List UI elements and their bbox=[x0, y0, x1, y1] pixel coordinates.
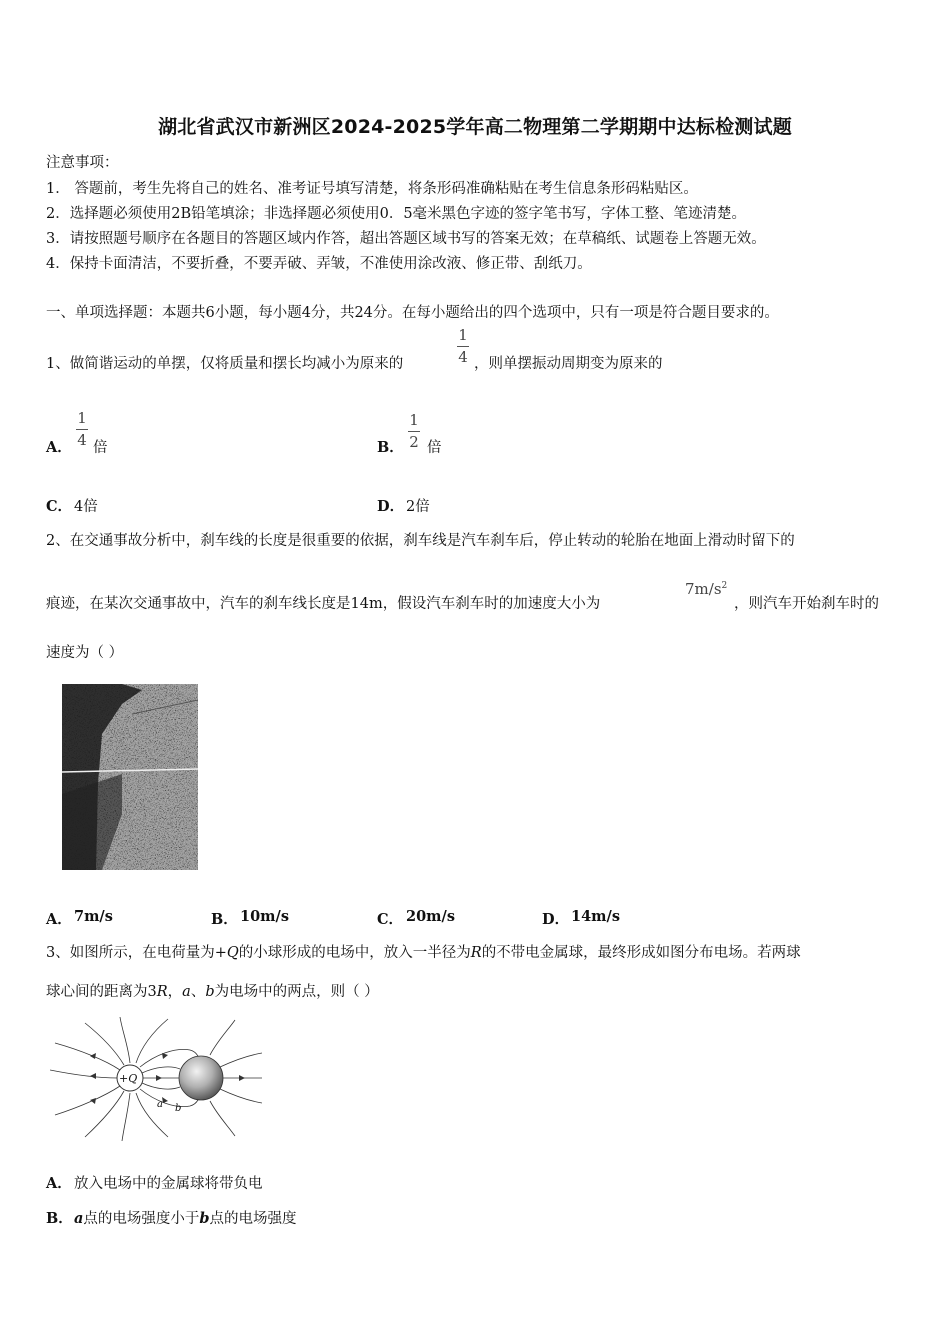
q3-line-1 bbox=[46, 941, 801, 962]
q1-stem-after: ，则单摆振动周期变为原来的 bbox=[474, 356, 663, 372]
q3-radius-symbol: R bbox=[470, 945, 482, 961]
fraction-denominator: 4 bbox=[458, 348, 468, 366]
charge-label: +Q bbox=[119, 1072, 138, 1085]
q3-point-a: a bbox=[74, 1210, 84, 1227]
notice-item-3: 3．请按照题号顺序在各题目的答题区域内作答，超出答题区域书写的答案无效；在草稿纸、试题卷上答题无效。 bbox=[46, 231, 766, 247]
q3-point-a: a bbox=[182, 984, 191, 1000]
q3-line-1-part: 的不带电金属球，最终形成如图分布电场。若两球 bbox=[481, 945, 801, 961]
q1-stem-before: 1、做简谐运动的单摆，仅将质量和摆长均减小为原来的 bbox=[46, 356, 404, 372]
q2-option-d-label: D． bbox=[542, 911, 570, 928]
skid-mark-photo bbox=[62, 684, 198, 870]
q3-radius-symbol: R bbox=[156, 984, 168, 1000]
notice-item-2: 2．选择题必须使用2B铅笔填涂；非选择题必须使用0．5毫米黑色字迹的签字笔书写，字体工整、笔迹清楚。 bbox=[46, 206, 747, 222]
fraction-denominator: 4 bbox=[77, 431, 87, 449]
accel-exponent: 2 bbox=[721, 581, 728, 591]
q3-point-b: b bbox=[199, 1210, 210, 1227]
q3-line-2-part: 、 bbox=[190, 984, 206, 1000]
q1-stem-fraction bbox=[457, 328, 469, 365]
section-heading: 一、单项选择题：本题共6小题，每小题4分，共24分。在每小题给出的四个选项中，只有一项是符合题目要求的。 bbox=[46, 305, 779, 321]
q3-line-2-part: ， bbox=[167, 984, 183, 1000]
q1-option-a-fraction bbox=[76, 411, 88, 448]
q1-option-c-text: 4倍 bbox=[74, 499, 98, 515]
q2-line-2-after: ，则汽车开始刹车时的 bbox=[734, 596, 879, 612]
q2-option-a-text: 7m/s bbox=[74, 908, 113, 925]
electric-field-diagram bbox=[50, 1015, 262, 1141]
q1-option-d-label: D． bbox=[377, 498, 405, 515]
q3-line-1-part: 的小球形成的电场中，放入一半径为 bbox=[238, 945, 471, 961]
fraction-numerator: 1 bbox=[458, 326, 468, 344]
q3-charge-symbol: Q bbox=[226, 945, 239, 961]
q3-option-a-text: 放入电场中的金属球将带负电 bbox=[74, 1176, 263, 1192]
q1-option-c-label: C． bbox=[46, 498, 73, 515]
q2-accel-unit bbox=[685, 580, 727, 598]
q3-option-b-part: 点的电场强度 bbox=[209, 1211, 297, 1227]
q1-option-d-text: 2倍 bbox=[406, 499, 430, 515]
q1-option-b-fraction bbox=[408, 413, 420, 450]
q1-option-a-label: A． bbox=[46, 439, 72, 456]
notice-heading: 注意事项： bbox=[46, 155, 119, 171]
fraction-numerator: 1 bbox=[409, 411, 419, 429]
q2-line-3: 速度为（ ） bbox=[46, 645, 124, 661]
q1-option-b-suffix: 倍 bbox=[427, 440, 442, 456]
q2-option-d-text: 14m/s bbox=[571, 908, 620, 925]
q3-line-1-part: 3、如图所示，在电荷量为+ bbox=[46, 945, 227, 961]
page-title: 湖北省武汉市新洲区2024-2025学年高二物理第二学期期中达标检测试题 bbox=[158, 116, 792, 138]
q2-option-c-label: C． bbox=[377, 911, 404, 928]
notice-item-4: 4．保持卡面清洁，不要折叠，不要弄破、弄皱，不准使用涂改液、修正带、刮纸刀。 bbox=[46, 256, 592, 272]
q2-option-b-text: 10m/s bbox=[240, 908, 289, 925]
q3-option-b-part: 点的电场强度小于 bbox=[83, 1211, 200, 1227]
point-a-label: a bbox=[157, 1099, 163, 1110]
q3-option-b-label: B． bbox=[46, 1210, 73, 1227]
q3-line-2 bbox=[46, 980, 379, 1001]
point-b-label: b bbox=[175, 1103, 182, 1114]
q3-line-2-part: 为电场中的两点，则（ ） bbox=[214, 984, 379, 1000]
fraction-numerator: 1 bbox=[77, 409, 87, 427]
accel-value: 7m/s bbox=[685, 580, 722, 598]
q3-option-a-label: A． bbox=[46, 1175, 72, 1192]
q2-option-c-text: 20m/s bbox=[406, 908, 455, 925]
q3-point-b: b bbox=[205, 984, 215, 1000]
q3-option-b-text bbox=[74, 1207, 297, 1228]
q3-line-2-part: 球心间的距离为3 bbox=[46, 984, 157, 1000]
q2-option-b-label: B． bbox=[211, 911, 238, 928]
notice-item-1: 1． 答题前，考生先将自己的姓名、准考证号填写清楚，将条形码准确粘贴在考生信息条形码粘贴区。 bbox=[46, 181, 698, 197]
q2-line-1: 2、在交通事故分析中，刹车线的长度是很重要的依据，刹车线是汽车刹车后，停止转动的轮胎在地面上滑动时留下的 bbox=[46, 533, 795, 549]
fraction-denominator: 2 bbox=[409, 433, 419, 451]
q1-option-b-label: B． bbox=[377, 439, 404, 456]
q2-line-2-before: 痕迹，在某次交通事故中，汽车的刹车线长度是14m，假设汽车刹车时的加速度大小为 bbox=[46, 596, 601, 612]
q1-option-a-suffix: 倍 bbox=[93, 440, 108, 456]
q2-option-a-label: A． bbox=[46, 911, 72, 928]
